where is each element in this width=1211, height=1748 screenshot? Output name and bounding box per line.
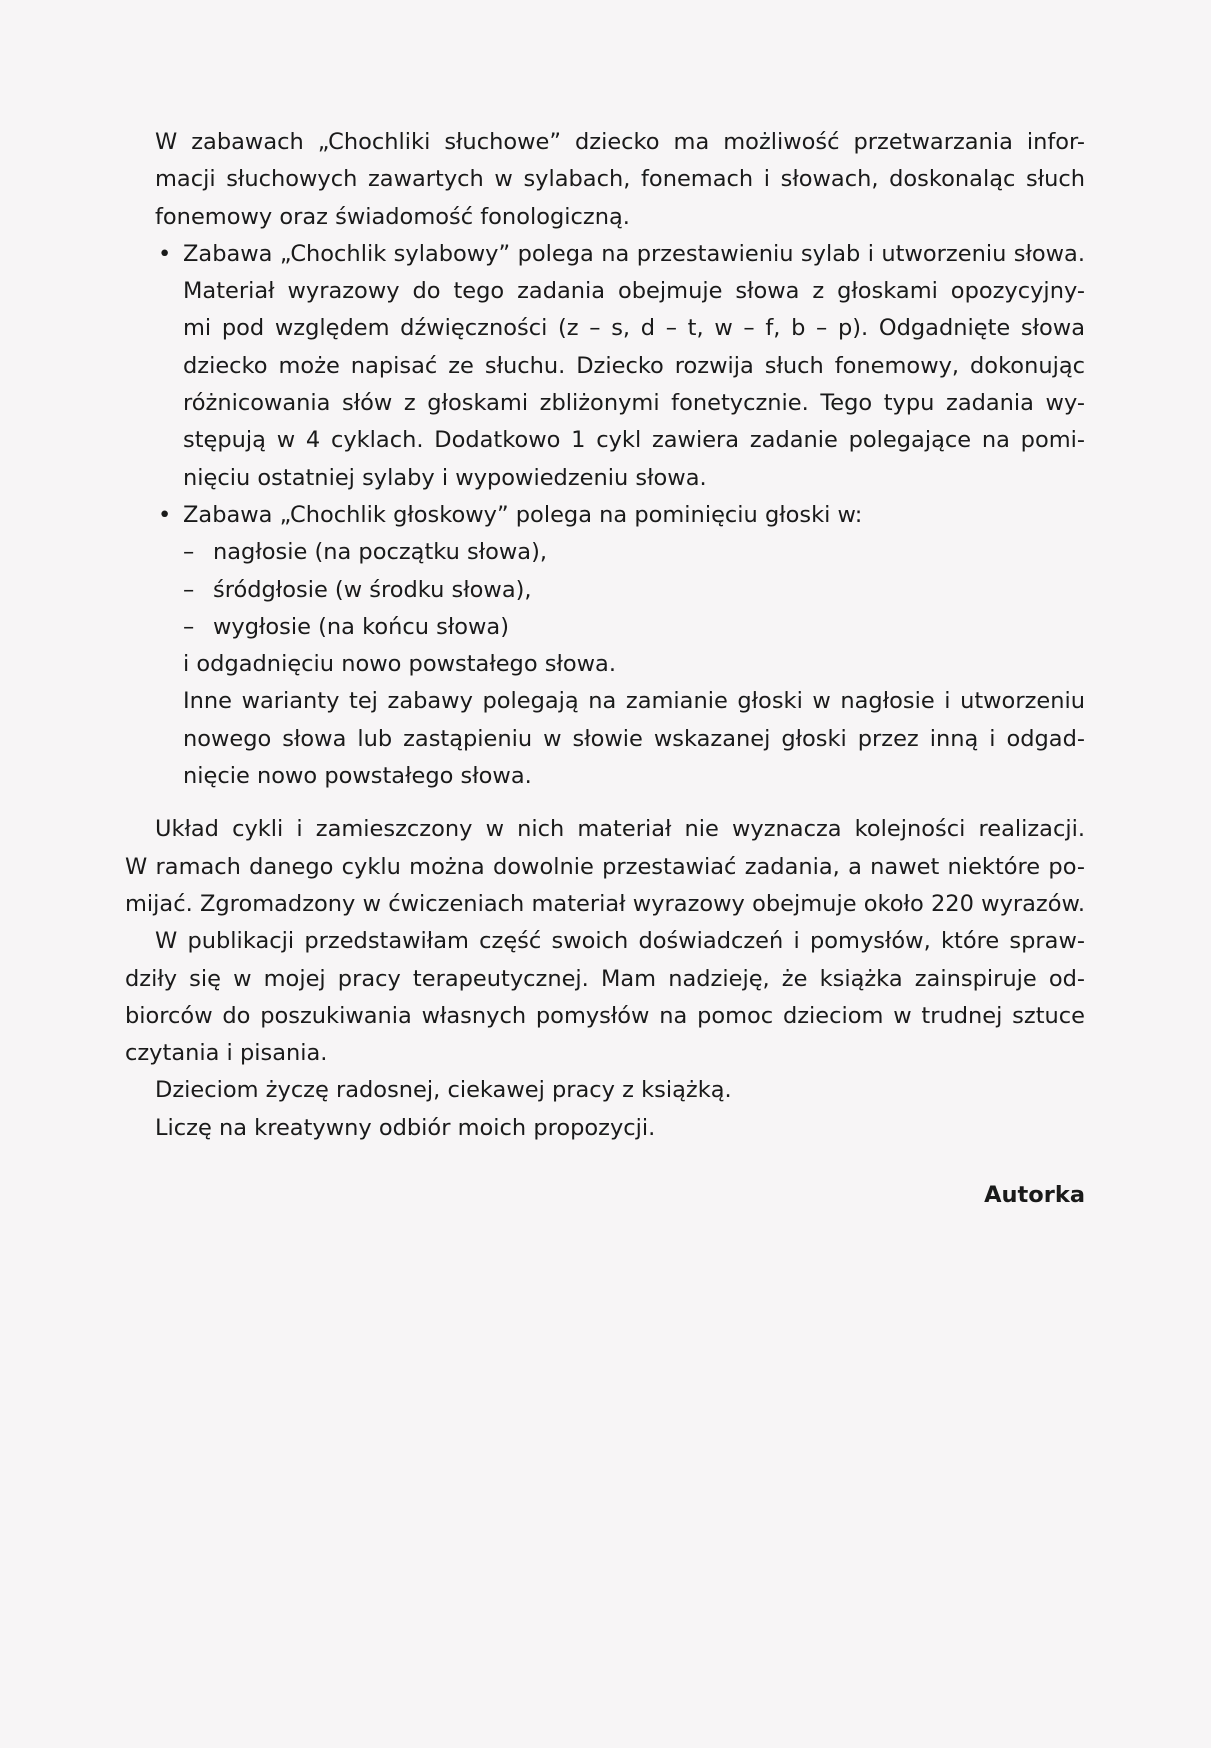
text-line: dziły się w mojej pracy terapeutycznej. Mam nadzieję, że książka zainspiruje od- [125, 965, 1085, 992]
text-line: czytania i pisania. [125, 1040, 328, 1067]
text-line: i odgadnięciu nowo powstałego słowa. [183, 651, 616, 678]
text-line: stępują w 4 cyklach. Dodatkowo 1 cykl zawiera zadanie polegające na pomi- [183, 427, 1085, 454]
text-line: Zabawa „Chochlik głoskowy” polega na pominięciu głoski w: [183, 501, 863, 528]
text-line: macji słuchowych zawartych w sylabach, fonemach i słowach, doskonaląc słuch [155, 166, 1085, 193]
text-line: mijać. Zgromadzony w ćwiczeniach materiał wyrazowy obejmuje około 220 wyrazów. [125, 890, 1085, 917]
intro-paragraph [125, 124, 1085, 236]
text-line: dziecko może napisać ze słuchu. Dziecko rozwija słuch fonemowy, dokonując [183, 352, 1085, 379]
bullet-item-sylabowy [125, 236, 1085, 497]
text-line: nięciu ostatniej sylaby i wypowiedzeniu słowa. [183, 464, 707, 491]
text-line: nięcie nowo powstałego słowa. [183, 763, 532, 790]
text-line: Materiał wyrazowy do tego zadania obejmuje słowa z głoskami opozycyjny- [183, 278, 1085, 305]
text-line: biorców do poszukiwania własnych pomysłów na pomoc dzieciom w trudnej sztuce [125, 1002, 1085, 1029]
dash-item: wygłosie (na końcu słowa) [213, 613, 509, 640]
dash-icon: – [183, 576, 195, 603]
body-paragraphs [125, 811, 1085, 1147]
text-line: Inne warianty tej zabawy polegają na zamianie głoski w nagłosie i utworzeniu [183, 688, 1085, 715]
text-line: W publikacji przedstawiłam część swoich doświadczeń i pomysłów, które spraw- [155, 928, 1085, 955]
text-line: mi pod względem dźwięczności (z – s, d – t, w – f, b – p). Odgadnięte słowa [183, 315, 1085, 342]
text-line: W ramach danego cyklu można dowolnie przestawiać zadania, a nawet niektóre po- [125, 853, 1085, 880]
bullet-icon: • [158, 501, 172, 528]
text-line: fonemowy oraz świadomość fonologiczną. [155, 203, 630, 230]
text-line: Zabawa „Chochlik sylabowy” polega na przestawieniu sylab i utworzeniu słowa. [183, 240, 1085, 267]
text-line: Liczę na kreatywny odbiór moich propozycji. [155, 1114, 656, 1141]
text-line: Dzieciom życzę radosnej, ciekawej pracy z książką. [155, 1077, 732, 1104]
dash-item: nagłosie (na początku słowa), [213, 539, 548, 566]
dash-item: śródgłosie (w środku słowa), [213, 576, 532, 603]
text-line: Układ cykli i zamieszczony w nich materiał nie wyznacza kolejności realizacji. [155, 816, 1085, 843]
text-line: W zabawach „Chochliki słuchowe” dziecko ma możliwość przetwarzania infor- [155, 129, 1085, 155]
dash-icon: – [183, 539, 195, 566]
bullet-icon: • [158, 240, 172, 267]
bullet-item-gloskowy [125, 497, 1085, 795]
signature: Autorka [984, 1182, 1085, 1209]
text-line: różnicowania słów z głoskami zbliżonymi fonetycznie. Tego typu zadania wy- [183, 390, 1085, 417]
dash-icon: – [183, 613, 195, 640]
document-page [125, 124, 1085, 1214]
text-line: nowego słowa lub zastąpieniu w słowie wskazanej głoski przez inną i odgad- [183, 725, 1085, 752]
